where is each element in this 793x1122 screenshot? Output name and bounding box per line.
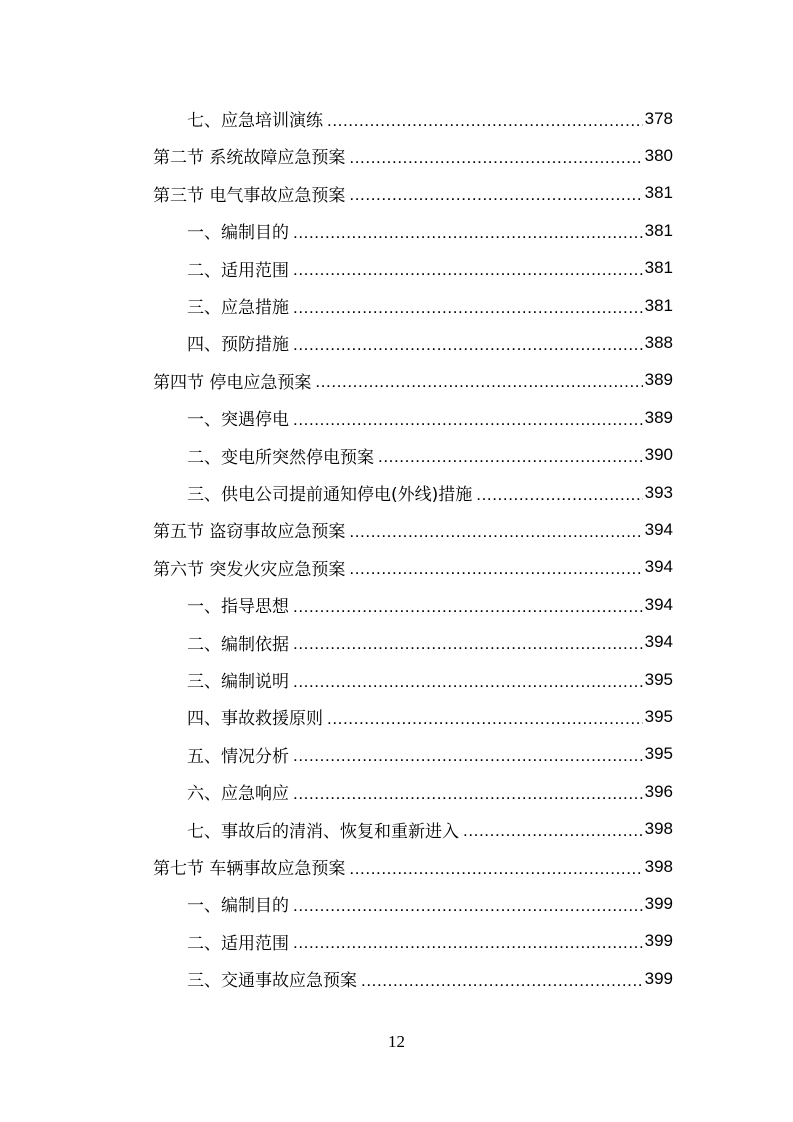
toc-entry[interactable] [0, 811, 793, 848]
toc-leader-dots [293, 597, 643, 617]
toc-leader-dots [349, 859, 642, 879]
toc-entry[interactable] [0, 698, 793, 735]
toc-entry-page: 399 [644, 968, 673, 988]
toc-entry[interactable] [0, 661, 793, 698]
toc-entry-page: 380 [644, 145, 673, 165]
toc-entry-page: 394 [644, 594, 673, 614]
toc-entry-label: 一、编制目的 [187, 223, 289, 244]
toc-leader-dots [349, 522, 642, 542]
toc-entry[interactable] [0, 586, 793, 623]
toc-entry[interactable] [0, 736, 793, 773]
toc-entry[interactable] [0, 437, 793, 474]
toc-entry-page: 395 [644, 669, 673, 689]
toc-entry-page: 396 [644, 781, 673, 801]
toc-leader-dots [293, 933, 643, 953]
toc-entry-page: 389 [644, 407, 673, 427]
toc-entry-label: 六、应急响应 [187, 784, 289, 805]
toc-entry-page: 393 [644, 482, 673, 502]
toc-entry-label: 三、供电公司提前通知停电(外线)措施 [187, 485, 473, 505]
toc-entry-page: 399 [644, 931, 673, 951]
toc-entry[interactable] [0, 137, 793, 174]
toc-entry-label: 二、变电所突然停电预案 [187, 447, 374, 468]
toc-entry-page: 381 [644, 220, 673, 240]
toc-leader-dots [293, 672, 643, 692]
toc-entry-page: 395 [644, 706, 673, 726]
toc-entry[interactable] [0, 362, 793, 399]
toc-entry[interactable] [0, 848, 793, 885]
toc-leader-dots [349, 185, 642, 205]
toc-leader-dots [327, 111, 643, 131]
toc-entry-label: 第六节 突发火灾应急预案 [153, 559, 346, 580]
toc-entry-label: 第二节 系统故障应急预案 [153, 148, 346, 169]
toc-entry-page: 389 [644, 370, 673, 390]
toc-entry-page: 395 [644, 744, 673, 764]
toc-entry-page: 398 [644, 819, 673, 839]
toc-entry-page: 399 [644, 893, 673, 913]
toc-entry[interactable] [0, 399, 793, 436]
toc-entry[interactable] [0, 324, 793, 361]
toc-entry-page: 394 [644, 632, 673, 652]
toc-entry-page: 390 [644, 445, 673, 465]
toc-leader-dots [378, 447, 643, 467]
toc-leader-dots [476, 485, 642, 505]
toc-entry-label: 第四节 停电应急预案 [153, 372, 312, 393]
toc-entry-label: 四、事故救援原则 [187, 709, 323, 730]
toc-leader-dots [293, 410, 643, 430]
toc-entry[interactable] [0, 474, 793, 511]
toc-leader-dots [361, 971, 643, 991]
toc-entry[interactable] [0, 287, 793, 324]
toc-leader-dots [293, 746, 643, 766]
toc-entry[interactable] [0, 212, 793, 249]
toc-leader-dots [293, 260, 643, 280]
toc-entry[interactable] [0, 175, 793, 212]
toc-entry-label: 一、指导思想 [187, 597, 289, 618]
toc-entry-label: 七、应急培训演练 [187, 111, 323, 131]
toc-entry-label: 五、情况分析 [187, 746, 289, 767]
toc-entry[interactable] [0, 773, 793, 810]
toc-entry-label: 三、编制说明 [187, 672, 289, 692]
page-number: 12 [388, 1032, 405, 1051]
toc-leader-dots [293, 223, 643, 243]
toc-leader-dots [293, 335, 643, 355]
toc-entry-label: 三、应急措施 [187, 298, 289, 318]
toc-leader-dots [349, 148, 642, 168]
toc-entry[interactable] [0, 923, 793, 960]
toc-entry-page: 398 [644, 856, 673, 876]
toc-entry[interactable] [0, 624, 793, 661]
toc-leader-dots [463, 821, 643, 841]
toc-entry-label: 二、编制依据 [187, 634, 289, 655]
toc-entry[interactable] [0, 549, 793, 586]
toc-entry-page: 381 [644, 295, 673, 315]
toc-entry-page: 394 [644, 519, 673, 539]
toc-entry-page: 394 [644, 557, 673, 577]
toc-leader-dots [349, 559, 642, 579]
toc-entry[interactable] [0, 511, 793, 548]
toc-entry-label: 四、预防措施 [187, 335, 289, 356]
toc-leader-dots [293, 784, 643, 804]
toc-entry[interactable] [0, 960, 793, 997]
toc-entry-label: 第七节 车辆事故应急预案 [153, 859, 346, 879]
toc-entry-label: 三、交通事故应急预案 [187, 971, 357, 992]
toc-entry-label: 二、适用范围 [187, 260, 289, 281]
toc-leader-dots [293, 634, 643, 654]
toc-entry-label: 七、事故后的清消、恢复和重新进入 [187, 821, 459, 842]
toc-entry-label: 一、突遇停电 [187, 410, 289, 431]
toc-entry[interactable] [0, 250, 793, 287]
toc-entry[interactable] [0, 885, 793, 922]
toc-leader-dots [293, 298, 643, 318]
toc-leader-dots [293, 896, 643, 916]
toc-entry-label: 第三节 电气事故应急预案 [153, 185, 346, 206]
toc-entry-label: 二、适用范围 [187, 933, 289, 954]
toc-entry[interactable] [0, 100, 793, 137]
toc-entry-label: 一、编制目的 [187, 896, 289, 917]
toc-entry-label: 第五节 盗窃事故应急预案 [153, 522, 346, 543]
toc-leader-dots [315, 372, 642, 392]
toc-entry-page: 381 [644, 258, 673, 278]
toc-leader-dots [327, 709, 643, 729]
toc-entry-page: 388 [644, 332, 673, 352]
toc-entry-page: 378 [644, 108, 673, 128]
toc-entry-page: 381 [644, 183, 673, 203]
